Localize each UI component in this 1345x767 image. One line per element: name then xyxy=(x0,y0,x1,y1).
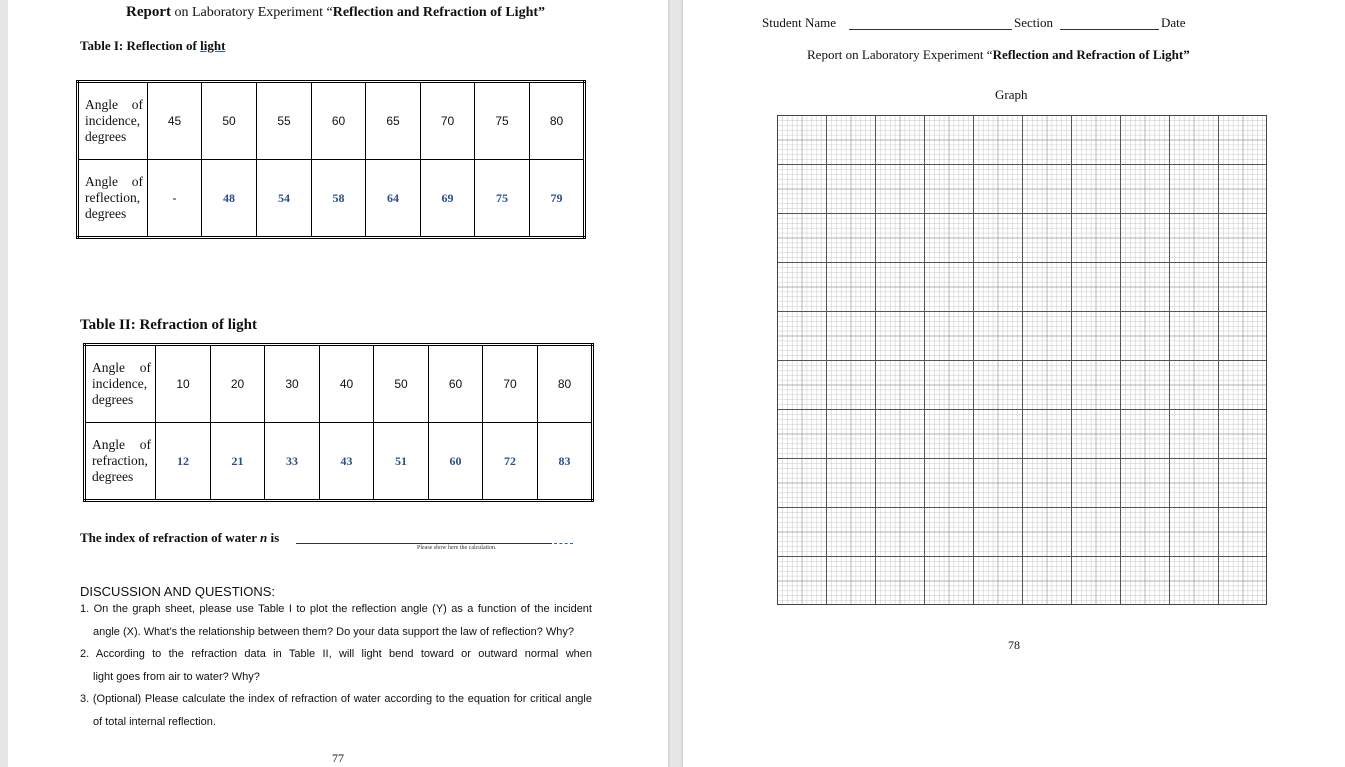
section-label: Section xyxy=(1014,15,1053,30)
table2-caption: Table II: Refraction of light xyxy=(80,317,257,333)
index-statement xyxy=(80,530,279,546)
discussion-heading: DISCUSSION AND QUESTIONS: xyxy=(80,584,276,599)
question-2-line-2: light goes from air to water? Why? xyxy=(93,670,260,683)
refraction-table xyxy=(83,343,594,502)
index-answer-line[interactable] xyxy=(296,543,552,544)
table1-reflection-cell: 69 xyxy=(421,160,475,238)
question-3-line-2: of total internal reflection. xyxy=(93,715,216,728)
table1-reflection-cell: 48 xyxy=(202,160,257,238)
section-field[interactable] xyxy=(1060,29,1159,30)
question-2-line-1: 2. According to the refraction data in Table II, will light bend toward or outward normal when xyxy=(80,648,592,660)
table1-incidence-cell: 65 xyxy=(366,82,421,160)
table1-incidence-cell: 55 xyxy=(257,82,312,160)
table1-reflection-cell: 79 xyxy=(530,160,585,238)
title-middle: on Laboratory Experiment “ xyxy=(171,5,333,20)
table1-reflection-cell: - xyxy=(148,160,202,238)
table1-reflection-row xyxy=(78,160,585,238)
title-experiment: Reflection and Refraction of Light xyxy=(332,5,539,20)
table2-incidence-row xyxy=(85,345,593,423)
page-77 xyxy=(8,0,668,767)
right-title-middle: Report on Laboratory Experiment “ xyxy=(807,47,993,62)
table1-incidence-cell: 80 xyxy=(530,82,585,160)
table2-refraction-cell: 33 xyxy=(265,423,320,501)
graph-paper-grid[interactable] xyxy=(777,115,1267,605)
table2-refraction-cell: 43 xyxy=(320,423,374,501)
table2-refraction-row xyxy=(85,423,593,501)
date-label: Date xyxy=(1161,15,1186,30)
table2-incidence-cell: 10 xyxy=(156,345,211,423)
table1-incidence-cell: 75 xyxy=(475,82,530,160)
table2-incidence-cell: 20 xyxy=(211,345,265,423)
questions-list xyxy=(80,598,592,733)
table2-incidence-label: Angle of incidence, degrees xyxy=(85,345,156,423)
graph-label: Graph xyxy=(995,87,1028,102)
table1-reflection-cell: 64 xyxy=(366,160,421,238)
table1-caption xyxy=(80,38,225,54)
page-78 xyxy=(683,0,1345,767)
table1-incidence-cell: 60 xyxy=(312,82,366,160)
index-suffix: is xyxy=(267,530,280,545)
index-answer-line-tail xyxy=(554,543,573,544)
table2-incidence-cell: 30 xyxy=(265,345,320,423)
table2-refraction-cell: 72 xyxy=(483,423,538,501)
table2-incidence-cell: 80 xyxy=(538,345,593,423)
index-hint: Please show here the calculation. xyxy=(417,545,497,551)
table2-incidence-cell: 50 xyxy=(374,345,429,423)
table2-refraction-cell: 51 xyxy=(374,423,429,501)
table2-refraction-cell: 21 xyxy=(211,423,265,501)
reflection-table xyxy=(76,80,586,239)
student-name-field[interactable] xyxy=(849,29,1012,30)
table1-reflection-cell: 58 xyxy=(312,160,366,238)
right-title-close-quote: ” xyxy=(1183,47,1190,62)
table2-incidence-cell: 60 xyxy=(429,345,483,423)
question-1-line-1: 1. On the graph sheet, please use Table I to plot the reflection angle (Y) as a function of the incident xyxy=(80,603,592,615)
table1-incidence-cell: 45 xyxy=(148,82,202,160)
question-3-line-1: 3. (Optional) Please calculate the index of refraction of water according to the equation for critical angle xyxy=(80,693,592,705)
grid-major-lines xyxy=(777,115,1267,605)
table1-incidence-cell: 50 xyxy=(202,82,257,160)
table1-incidence-row xyxy=(78,82,585,160)
table1-reflection-cell: 54 xyxy=(257,160,312,238)
index-prefix: The index of refraction of water xyxy=(80,530,261,545)
table1-caption-prefix: Table I: Reflection of xyxy=(80,38,201,53)
page-number-left: 77 xyxy=(332,751,344,765)
student-name-label: Student Name xyxy=(762,15,837,30)
table1-reflection-cell: 75 xyxy=(475,160,530,238)
table2-incidence-cell: 70 xyxy=(483,345,538,423)
report-title-right xyxy=(807,47,1190,63)
right-title-experiment: Reflection and Refraction of Light xyxy=(992,47,1184,62)
table2-refraction-cell: 12 xyxy=(156,423,211,501)
report-title xyxy=(126,4,545,21)
table1-incidence-label: Angle of incidence, degrees xyxy=(78,82,148,160)
table2-refraction-cell: 60 xyxy=(429,423,483,501)
table1-incidence-cell: 70 xyxy=(421,82,475,160)
title-close-quote: ” xyxy=(538,5,546,20)
page-number-right: 78 xyxy=(1008,638,1020,652)
question-1-line-2: angle (X). What’s the relationship between them? Do your data support the law of reflection? Why? xyxy=(93,625,575,638)
index-symbol: n xyxy=(260,530,268,545)
table1-reflection-label: Angle of reflection, degrees xyxy=(78,160,148,238)
table2-refraction-cell: 83 xyxy=(538,423,593,501)
table2-refraction-label: Angle of refraction, degrees xyxy=(85,423,156,501)
table1-caption-last: light xyxy=(200,38,226,53)
table2-incidence-cell: 40 xyxy=(320,345,374,423)
title-report-word: Report xyxy=(126,4,171,20)
